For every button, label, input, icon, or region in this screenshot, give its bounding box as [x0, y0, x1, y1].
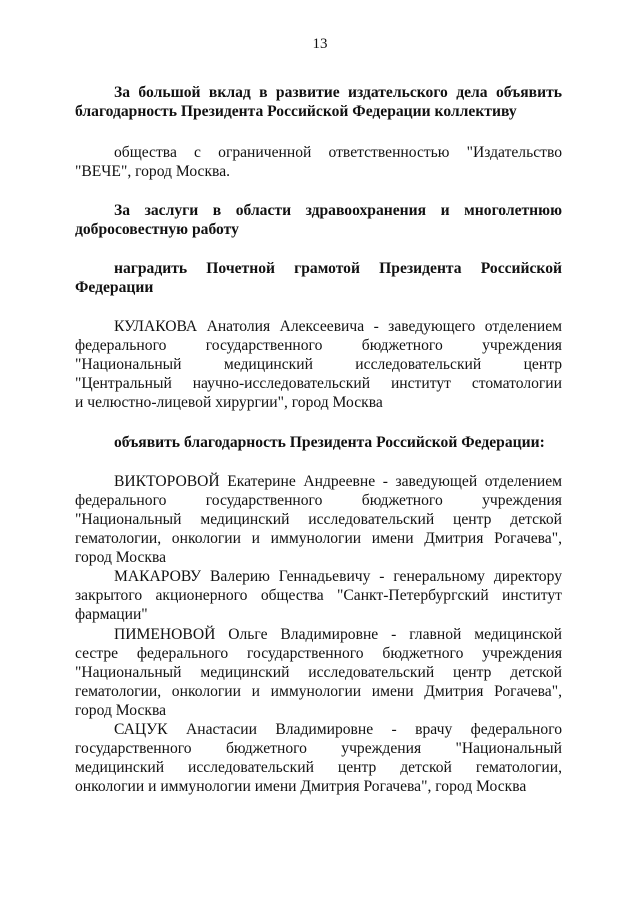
section-award-publishing: [75, 83, 562, 121]
text-line: За заслуги в области здравоохранения и многолетнюю: [114, 202, 562, 219]
text-line: МАКАРОВУ Валерию Геннадьевичу - генеральному директору: [114, 568, 562, 585]
text-line: Федерации: [75, 279, 154, 296]
text-line: гематологии, онкологии и иммунологии имени Дмитрия Рогачева",: [75, 683, 562, 700]
text-line: государственного бюджетного учреждения "Национальный: [75, 740, 562, 757]
text-line: федерального государственного бюджетного учреждения: [75, 492, 562, 509]
text-line: благодарность Президента Российской Федерации коллективу: [75, 103, 517, 120]
text-line: САЦУК Анастасии Владимировне - врачу федерального: [114, 721, 562, 738]
text-line: онкологии и иммунологии имени Дмитрия Рогачева", город Москва: [75, 778, 527, 795]
text-line: ВИКТОРОВОЙ Екатерине Андреевне - заведующей отделением: [114, 473, 562, 490]
section-gratitude-heading: [75, 433, 562, 452]
section-satsuk: [75, 720, 562, 796]
text-line: сестре федерального государственного бюджетного учреждения: [75, 645, 562, 662]
text-line: "Национальный медицинский исследовательский центр: [75, 356, 562, 373]
section-viktorova: [75, 472, 562, 567]
text-line: объявить благодарность Президента Российской Федерации:: [114, 434, 545, 451]
section-publishing-house: [75, 143, 562, 181]
text-line: КУЛАКОВА Анатолия Алексеевича - заведующего отделением: [114, 318, 562, 335]
text-line: "ВЕЧЕ", город Москва.: [75, 163, 231, 180]
text-line: фармации": [75, 606, 148, 623]
text-line: медицинский исследовательский центр детской гематологии,: [75, 759, 562, 776]
text-line: "Национальный медицинский исследовательский центр детской: [75, 511, 562, 528]
section-award-certificate: [75, 259, 562, 297]
text-line: "Национальный медицинский исследовательский центр детской: [75, 664, 562, 681]
text-line: и челюстно-лицевой хирургии", город Москва: [75, 394, 383, 411]
text-line: город Москва: [75, 549, 167, 566]
text-line: федерального государственного бюджетного учреждения: [75, 337, 562, 354]
text-line: За большой вклад в развитие издательского дела объявить: [114, 84, 562, 101]
section-kulakov: [75, 317, 562, 412]
text-line: город Москва: [75, 702, 167, 719]
text-line: добросовестную работу: [75, 221, 239, 238]
text-line: гематологии, онкологии и иммунологии имени Дмитрия Рогачева",: [75, 530, 562, 547]
text-line: наградить Почетной грамотой Президента Российской: [114, 260, 562, 277]
section-healthcare-merits: [75, 201, 562, 239]
text-line: ПИМЕНОВОЙ Ольге Владимировне - главной медицинской: [114, 626, 562, 643]
section-pimenova: [75, 625, 562, 720]
section-makarov: [75, 567, 562, 624]
text-line: "Центральный научно-исследовательский институт стоматологии: [75, 375, 562, 392]
page-number: 13: [312, 36, 328, 52]
text-line: общества с ограниченной ответственностью "Издательство: [114, 144, 562, 161]
text-line: закрытого акционерного общества "Санкт-Петербургский институт: [75, 587, 562, 604]
